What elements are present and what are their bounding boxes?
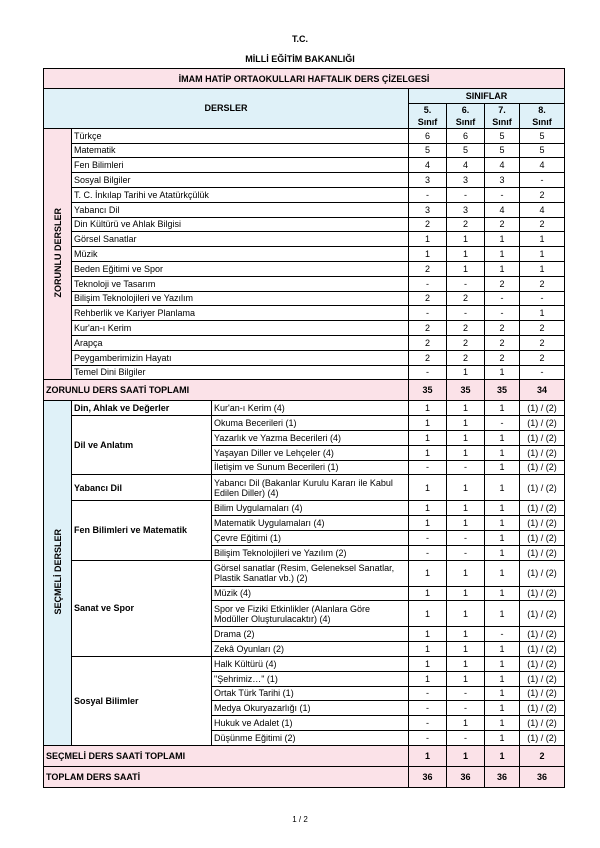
- elective-total-value: 1: [409, 745, 447, 766]
- elective-course-name: "Şehrimiz…" (1): [212, 671, 409, 686]
- hours-cell: (1) / (2): [520, 642, 565, 657]
- compulsory-total-value: 35: [485, 380, 520, 401]
- hours-cell: 1: [409, 430, 447, 445]
- course-name: T. C. İnkılap Tarihi ve Atatürkçülük: [72, 187, 409, 202]
- hours-cell: 1: [447, 671, 485, 686]
- hours-cell: 1: [409, 627, 447, 642]
- page-number: 1 / 2: [292, 815, 308, 824]
- hours-cell: 1: [409, 445, 447, 460]
- hours-cell: 1: [485, 261, 520, 276]
- hours-cell: -: [409, 701, 447, 716]
- hours-cell: 1: [485, 445, 520, 460]
- course-name: Yabancı Dil: [72, 202, 409, 217]
- header-tc: T.C.: [291, 34, 308, 44]
- hours-cell: 1: [447, 416, 485, 431]
- hours-cell: 3: [409, 202, 447, 217]
- elective-group-name: Din, Ahlak ve Değerler: [72, 401, 212, 416]
- grand-total-value: 36: [409, 766, 447, 787]
- hours-cell: 1: [447, 232, 485, 247]
- hours-cell: 2: [409, 217, 447, 232]
- elective-course-name: Müzik (4): [212, 586, 409, 601]
- elective-group-name: Sanat ve Spor: [72, 560, 212, 656]
- hours-cell: 2: [485, 217, 520, 232]
- grand-total-value: 36: [485, 766, 520, 787]
- hours-cell: (1) / (2): [520, 530, 565, 545]
- hours-cell: 2: [447, 321, 485, 336]
- elective-total-value: 1: [485, 745, 520, 766]
- hours-cell: -: [485, 306, 520, 321]
- elective-total-value: 2: [520, 745, 565, 766]
- course-name: Beden Eğitimi ve Spor: [72, 261, 409, 276]
- hours-cell: 1: [409, 516, 447, 531]
- hours-cell: 1: [447, 401, 485, 416]
- hours-cell: 1: [409, 642, 447, 657]
- grand-total-value: 36: [520, 766, 565, 787]
- hours-cell: 2: [485, 321, 520, 336]
- hours-cell: (1) / (2): [520, 671, 565, 686]
- hours-cell: 2: [447, 335, 485, 350]
- course-name: Peygamberimizin Hayatı: [72, 350, 409, 365]
- hours-cell: 3: [485, 173, 520, 188]
- hours-cell: (1) / (2): [520, 430, 565, 445]
- hours-cell: 1: [520, 306, 565, 321]
- hours-cell: 1: [409, 232, 447, 247]
- course-name: Türkçe: [72, 128, 409, 143]
- col-header-siniflar: SINIFLAR: [409, 89, 565, 104]
- hours-cell: 1: [485, 701, 520, 716]
- hours-cell: 1: [409, 560, 447, 586]
- hours-cell: (1) / (2): [520, 656, 565, 671]
- hours-cell: 5: [485, 143, 520, 158]
- course-name: Din Kültürü ve Ahlak Bilgisi: [72, 217, 409, 232]
- hours-cell: -: [447, 730, 485, 745]
- hours-cell: 1: [447, 475, 485, 501]
- hours-cell: 1: [520, 232, 565, 247]
- grade-number: 6.: [447, 103, 485, 116]
- hours-cell: (1) / (2): [520, 560, 565, 586]
- hours-cell: 1: [485, 516, 520, 531]
- elective-course-name: Yaşayan Diller ve Lehçeler (4): [212, 445, 409, 460]
- hours-cell: 4: [485, 158, 520, 173]
- course-name: Görsel Sanatlar: [72, 232, 409, 247]
- course-name: Arapça: [72, 335, 409, 350]
- hours-cell: 2: [520, 276, 565, 291]
- elective-total-label: SEÇMELİ DERS SAATİ TOPLAMI: [44, 745, 409, 766]
- elective-course-name: Yabancı Dil (Bakanlar Kurulu Kararı ile Kabul Edilen Diller) (4): [212, 475, 409, 501]
- hours-cell: 1: [485, 671, 520, 686]
- hours-cell: 1: [485, 730, 520, 745]
- hours-cell: -: [447, 306, 485, 321]
- grand-total-label: TOPLAM DERS SAATİ: [44, 766, 409, 787]
- hours-cell: 5: [409, 143, 447, 158]
- course-name: Müzik: [72, 247, 409, 262]
- course-name: Teknoloji ve Tasarım: [72, 276, 409, 291]
- grade-label: Sınıf: [447, 116, 485, 129]
- course-name: Sosyal Bilgiler: [72, 173, 409, 188]
- course-name: Bilişim Teknolojileri ve Yazılım: [72, 291, 409, 306]
- hours-cell: 1: [409, 586, 447, 601]
- hours-cell: 1: [485, 365, 520, 380]
- hours-cell: 1: [447, 445, 485, 460]
- elective-course-name: Halk Kültürü (4): [212, 656, 409, 671]
- hours-cell: 1: [447, 601, 485, 627]
- hours-cell: 2: [520, 217, 565, 232]
- hours-cell: -: [485, 416, 520, 431]
- hours-cell: -: [447, 276, 485, 291]
- hours-cell: 1: [409, 671, 447, 686]
- elective-course-name: Ortak Türk Tarihi (1): [212, 686, 409, 701]
- elective-course-name: Çevre Eğitimi (1): [212, 530, 409, 545]
- hours-cell: -: [409, 530, 447, 545]
- hours-cell: 1: [485, 686, 520, 701]
- elective-course-name: Matematik Uygulamaları (4): [212, 516, 409, 531]
- grade-number: 5.: [409, 103, 447, 116]
- elective-course-name: Medya Okuryazarlığı (1): [212, 701, 409, 716]
- hours-cell: (1) / (2): [520, 401, 565, 416]
- hours-cell: 1: [447, 642, 485, 657]
- hours-cell: -: [409, 276, 447, 291]
- hours-cell: 1: [447, 560, 485, 586]
- hours-cell: 1: [447, 247, 485, 262]
- hours-cell: 2: [520, 187, 565, 202]
- compulsory-total-value: 35: [409, 380, 447, 401]
- hours-cell: 1: [409, 501, 447, 516]
- hours-cell: 6: [409, 128, 447, 143]
- hours-cell: (1) / (2): [520, 627, 565, 642]
- hours-cell: 1: [485, 460, 520, 475]
- elective-course-name: Zekâ Oyunları (2): [212, 642, 409, 657]
- hours-cell: 5: [447, 143, 485, 158]
- hours-cell: 1: [447, 365, 485, 380]
- hours-cell: 1: [409, 416, 447, 431]
- hours-cell: 1: [485, 560, 520, 586]
- elective-total-value: 1: [447, 745, 485, 766]
- hours-cell: 2: [409, 261, 447, 276]
- grade-label: Sınıf: [409, 116, 447, 129]
- hours-cell: -: [409, 686, 447, 701]
- compulsory-total-value: 34: [520, 380, 565, 401]
- hours-cell: 1: [447, 586, 485, 601]
- hours-cell: 2: [447, 217, 485, 232]
- grade-label: Sınıf: [520, 116, 565, 129]
- hours-cell: 1: [485, 232, 520, 247]
- hours-cell: 6: [447, 128, 485, 143]
- hours-cell: (1) / (2): [520, 601, 565, 627]
- hours-cell: (1) / (2): [520, 460, 565, 475]
- hours-cell: -: [409, 460, 447, 475]
- hours-cell: (1) / (2): [520, 545, 565, 560]
- hours-cell: -: [447, 701, 485, 716]
- hours-cell: -: [409, 545, 447, 560]
- weekly-schedule-table: [43, 68, 565, 788]
- hours-cell: 1: [485, 545, 520, 560]
- hours-cell: 2: [409, 335, 447, 350]
- hours-cell: 1: [485, 586, 520, 601]
- hours-cell: 2: [520, 321, 565, 336]
- elective-course-name: Spor ve Fiziki Etkinlikler (Alanlara Göre Modüller Oluşturulacaktır) (4): [212, 601, 409, 627]
- hours-cell: 1: [520, 247, 565, 262]
- hours-cell: (1) / (2): [520, 701, 565, 716]
- hours-cell: -: [485, 291, 520, 306]
- hours-cell: (1) / (2): [520, 586, 565, 601]
- hours-cell: -: [520, 365, 565, 380]
- hours-cell: 1: [485, 430, 520, 445]
- elective-course-name: İletişim ve Sunum Becerileri (1): [212, 460, 409, 475]
- hours-cell: 1: [485, 642, 520, 657]
- hours-cell: 4: [409, 158, 447, 173]
- hours-cell: 5: [520, 128, 565, 143]
- header-ministry: MİLLİ EĞİTİM BAKANLIĞI: [245, 54, 355, 64]
- section-compulsory: [44, 128, 72, 380]
- hours-cell: (1) / (2): [520, 516, 565, 531]
- hours-cell: 2: [485, 335, 520, 350]
- hours-cell: -: [447, 545, 485, 560]
- col-header-dersler: DERSLER: [44, 89, 409, 129]
- section-elective-label: SEÇMELİ DERSLER: [52, 529, 63, 615]
- hours-cell: 1: [409, 247, 447, 262]
- elective-group-name: Yabancı Dil: [72, 475, 212, 501]
- hours-cell: 4: [447, 158, 485, 173]
- hours-cell: -: [409, 187, 447, 202]
- hours-cell: 2: [409, 350, 447, 365]
- grade-number: 7.: [485, 103, 520, 116]
- compulsory-total-label: ZORUNLU DERS SAATİ TOPLAMI: [44, 380, 409, 401]
- hours-cell: 5: [485, 128, 520, 143]
- hours-cell: 2: [520, 350, 565, 365]
- course-name: Temel Dini Bilgiler: [72, 365, 409, 380]
- grade-label: Sınıf: [485, 116, 520, 129]
- hours-cell: -: [447, 686, 485, 701]
- hours-cell: -: [447, 530, 485, 545]
- hours-cell: (1) / (2): [520, 475, 565, 501]
- hours-cell: (1) / (2): [520, 445, 565, 460]
- hours-cell: 2: [485, 350, 520, 365]
- course-name: Fen Bilimleri: [72, 158, 409, 173]
- elective-course-name: Düşünme Eğitimi (2): [212, 730, 409, 745]
- hours-cell: -: [520, 291, 565, 306]
- hours-cell: 2: [447, 291, 485, 306]
- hours-cell: 1: [409, 601, 447, 627]
- hours-cell: 4: [485, 202, 520, 217]
- hours-cell: -: [409, 306, 447, 321]
- hours-cell: 4: [520, 202, 565, 217]
- hours-cell: 1: [485, 401, 520, 416]
- hours-cell: 1: [409, 656, 447, 671]
- hours-cell: 5: [520, 143, 565, 158]
- elective-course-name: Hukuk ve Adalet (1): [212, 716, 409, 731]
- hours-cell: 1: [409, 401, 447, 416]
- hours-cell: -: [485, 627, 520, 642]
- hours-cell: 1: [447, 716, 485, 731]
- elective-course-name: Drama (2): [212, 627, 409, 642]
- hours-cell: 1: [485, 530, 520, 545]
- hours-cell: 3: [447, 202, 485, 217]
- hours-cell: 4: [520, 158, 565, 173]
- course-name: Kur'an-ı Kerim: [72, 321, 409, 336]
- course-name: Matematik: [72, 143, 409, 158]
- elective-course-name: Okuma Becerileri (1): [212, 416, 409, 431]
- course-name: Rehberlik ve Kariyer Planlama: [72, 306, 409, 321]
- hours-cell: 1: [520, 261, 565, 276]
- table-title: İMAM HATİP ORTAOKULLARI HAFTALIK DERS ÇİZELGESİ: [44, 69, 565, 89]
- hours-cell: -: [409, 365, 447, 380]
- compulsory-total-value: 35: [447, 380, 485, 401]
- hours-cell: 1: [447, 430, 485, 445]
- hours-cell: 1: [447, 656, 485, 671]
- hours-cell: 1: [485, 247, 520, 262]
- hours-cell: -: [447, 187, 485, 202]
- hours-cell: 1: [409, 475, 447, 501]
- hours-cell: -: [520, 173, 565, 188]
- hours-cell: (1) / (2): [520, 730, 565, 745]
- hours-cell: 1: [447, 501, 485, 516]
- elective-group-name: Sosyal Bilimler: [72, 656, 212, 745]
- elective-course-name: Bilişim Teknolojileri ve Yazılım (2): [212, 545, 409, 560]
- hours-cell: 1: [485, 501, 520, 516]
- hours-cell: 2: [409, 321, 447, 336]
- hours-cell: -: [447, 460, 485, 475]
- hours-cell: 2: [409, 291, 447, 306]
- grand-total-value: 36: [447, 766, 485, 787]
- hours-cell: 1: [485, 475, 520, 501]
- elective-course-name: Bilim Uygulamaları (4): [212, 501, 409, 516]
- hours-cell: -: [409, 730, 447, 745]
- hours-cell: 1: [447, 627, 485, 642]
- elective-course-name: Görsel sanatlar (Resim, Geleneksel Sanatlar, Plastik Sanatlar vb.) (2): [212, 560, 409, 586]
- hours-cell: 2: [520, 335, 565, 350]
- elective-course-name: Yazarlık ve Yazma Becerileri (4): [212, 430, 409, 445]
- hours-cell: 3: [409, 173, 447, 188]
- elective-course-name: Kur'an-ı Kerim (4): [212, 401, 409, 416]
- hours-cell: 1: [485, 601, 520, 627]
- hours-cell: -: [409, 716, 447, 731]
- hours-cell: -: [485, 187, 520, 202]
- hours-cell: (1) / (2): [520, 416, 565, 431]
- hours-cell: 1: [485, 716, 520, 731]
- hours-cell: (1) / (2): [520, 716, 565, 731]
- elective-group-name: Dil ve Anlatım: [72, 416, 212, 475]
- hours-cell: (1) / (2): [520, 686, 565, 701]
- hours-cell: 2: [447, 350, 485, 365]
- hours-cell: 1: [485, 656, 520, 671]
- hours-cell: 1: [447, 516, 485, 531]
- elective-group-name: Fen Bilimleri ve Matematik: [72, 501, 212, 560]
- hours-cell: 1: [447, 261, 485, 276]
- section-compulsory-label: ZORUNLU DERSLER: [52, 208, 63, 298]
- hours-cell: 3: [447, 173, 485, 188]
- hours-cell: (1) / (2): [520, 501, 565, 516]
- grade-number: 8.: [520, 103, 565, 116]
- section-elective: [44, 401, 72, 745]
- hours-cell: 2: [485, 276, 520, 291]
